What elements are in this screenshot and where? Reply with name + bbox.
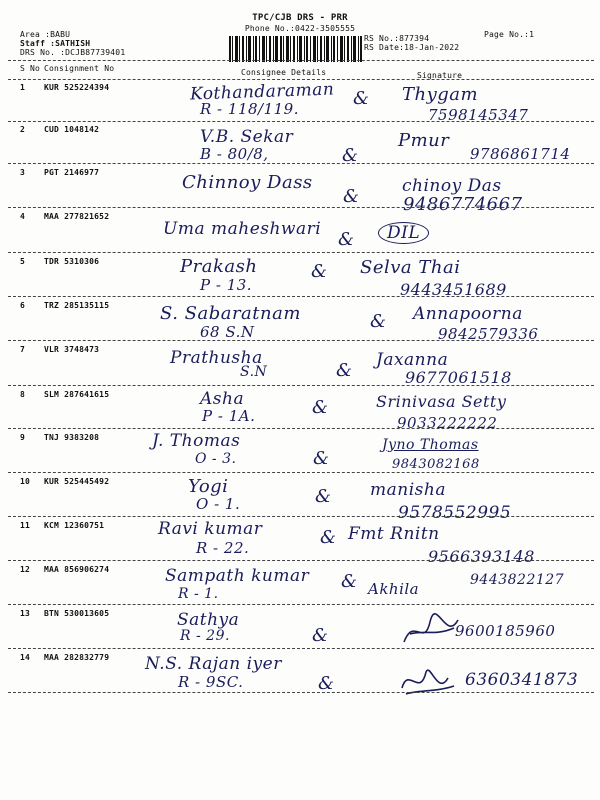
row-consignment: CUD 1048142 xyxy=(44,125,100,134)
signature-name: manisha xyxy=(370,480,446,500)
col-signature: Signature xyxy=(417,71,463,80)
consignee-name: Kothandaraman xyxy=(189,79,335,105)
consignee-name: Ravi kumar xyxy=(158,519,263,539)
row-consignment: SLM 287641615 xyxy=(44,390,110,399)
sheet-title: TPC/CJB DRS - PRR xyxy=(252,13,348,23)
ampersand-mark: & xyxy=(341,571,358,592)
ampersand-mark: & xyxy=(370,311,387,332)
drs-number: DRS No. :DCJB87739401 xyxy=(20,48,126,57)
row-sno: 4 xyxy=(20,212,26,221)
row-consignment: MAA 277821652 xyxy=(44,212,110,221)
consignee-address: B - 80/8, xyxy=(200,145,269,163)
consignee-address: P - 13. xyxy=(200,276,253,294)
signature-name: Jaxanna xyxy=(376,350,449,370)
header-divider-top xyxy=(8,60,594,61)
consignee-name: Uma maheshwari xyxy=(163,219,322,239)
row-divider xyxy=(8,648,594,649)
signature-phone: 9566393148 xyxy=(428,547,535,566)
signature-name: Thygam xyxy=(402,84,479,105)
consignee-name: N.S. Rajan iyer xyxy=(145,654,282,674)
signature-name: Selva Thai xyxy=(360,257,461,278)
row-sno: 8 xyxy=(20,390,26,399)
row-divider xyxy=(8,560,594,561)
area-label: Area :BABU xyxy=(20,30,71,39)
consignee-address: R - 9SC. xyxy=(178,673,244,691)
consignee-name: Chinnoy Dass xyxy=(182,172,313,193)
signature-name: Srinivasa Setty xyxy=(376,392,507,411)
phone-number: Phone No.:0422-3505555 xyxy=(244,24,356,33)
consignee-address: R - 29. xyxy=(180,628,230,644)
rs-number: RS No.:877394 xyxy=(364,34,430,43)
consignee-name: Asha xyxy=(200,389,245,409)
ampersand-mark: & xyxy=(312,625,329,646)
row-consignment: BTN 530013605 xyxy=(44,609,110,618)
row-sno: 2 xyxy=(20,125,26,134)
signature-name: chinoy Das xyxy=(402,176,502,196)
row-sno: 7 xyxy=(20,345,26,354)
signature-phone: 9578552995 xyxy=(398,503,512,523)
staff-label: Staff :SATHISH xyxy=(20,39,91,48)
consignee-name: V.B. Sekar xyxy=(200,127,294,147)
row-divider xyxy=(8,252,594,253)
col-sno: S No xyxy=(20,64,41,73)
row-sno: 11 xyxy=(20,521,31,530)
consignee-name: S. Sabaratnam xyxy=(160,303,301,324)
row-sno: 1 xyxy=(20,83,26,92)
row-consignment: TNJ 9383208 xyxy=(44,433,100,442)
ampersand-mark: & xyxy=(342,145,359,166)
consignee-address: O - 1. xyxy=(196,495,241,513)
signature-phone: 9842579336 xyxy=(438,325,539,343)
signature-name: DIL xyxy=(378,222,429,244)
signature-phone: 9786861714 xyxy=(470,145,571,163)
consignee-name: Sathya xyxy=(177,610,240,630)
row-divider xyxy=(8,163,594,164)
col-consignee: Consignee Details xyxy=(241,68,327,77)
barcode-image xyxy=(229,36,362,62)
signature-phone: 9033222222 xyxy=(397,414,498,432)
ampersand-mark: & xyxy=(336,360,353,381)
ampersand-mark: & xyxy=(338,229,355,250)
row-consignment: KUR 525224394 xyxy=(44,83,110,92)
page-number: Page No.:1 xyxy=(484,30,535,39)
signature-scribble xyxy=(400,612,462,650)
row-divider xyxy=(8,472,594,473)
consignee-address: O - 3. xyxy=(195,451,237,467)
consignee-address: R - 22. xyxy=(196,539,250,557)
ampersand-mark: & xyxy=(315,486,332,507)
row-sno: 9 xyxy=(20,433,26,442)
row-consignment: MAA 282832779 xyxy=(44,653,110,662)
row-sno: 3 xyxy=(20,168,26,177)
consignee-address: S.N xyxy=(240,364,268,380)
row-sno: 6 xyxy=(20,301,26,310)
row-divider xyxy=(8,121,594,122)
signature-phone: 9843082168 xyxy=(392,457,480,472)
ampersand-mark: & xyxy=(318,673,335,694)
consignee-name: Yogi xyxy=(188,476,229,497)
row-divider xyxy=(8,692,594,693)
signature-phone: 9600185960 xyxy=(455,622,556,640)
row-consignment: KUR 525445492 xyxy=(44,477,110,486)
ampersand-mark: & xyxy=(320,527,337,548)
consignee-address: R - 118/119. xyxy=(200,100,299,118)
row-sno: 13 xyxy=(20,609,31,618)
signature-phone: 6360341873 xyxy=(465,670,579,690)
ampersand-mark: & xyxy=(343,186,360,207)
row-consignment: TRZ 285135115 xyxy=(44,301,110,310)
row-consignment: PGT 2146977 xyxy=(44,168,100,177)
consignee-name: Sampath kumar xyxy=(165,566,310,586)
consignee-name: Prakash xyxy=(180,256,258,277)
row-sno: 5 xyxy=(20,257,26,266)
signature-name: Akhila xyxy=(368,580,420,598)
signature-phone: 9443822127 xyxy=(470,572,565,588)
consignee-name: J. Thomas xyxy=(152,431,241,451)
consignee-address: P - 1A. xyxy=(202,407,256,425)
row-divider xyxy=(8,207,594,208)
signature-phone: 9486774667 xyxy=(403,194,523,215)
row-divider xyxy=(8,428,594,429)
rs-date: RS Date:18-Jan-2022 xyxy=(364,43,460,52)
row-divider xyxy=(8,604,594,605)
row-divider xyxy=(8,385,594,386)
row-divider xyxy=(8,340,594,341)
signature-name: Jyno Thomas xyxy=(382,437,479,453)
row-consignment: MAA 856906274 xyxy=(44,565,110,574)
consignee-address: R - 1. xyxy=(178,586,219,602)
signature-phone: 9443451689 xyxy=(400,280,507,299)
row-consignment: VLR 3748473 xyxy=(44,345,100,354)
ampersand-mark: & xyxy=(311,261,328,282)
signature-scribble xyxy=(398,660,458,700)
consignee-name: Prathusha xyxy=(170,348,263,368)
ampersand-mark: & xyxy=(312,397,329,418)
row-consignment: TDR 5310306 xyxy=(44,257,100,266)
ampersand-mark: & xyxy=(353,88,370,109)
row-sno: 10 xyxy=(20,477,31,486)
signature-phone: 7598145347 xyxy=(428,106,529,124)
col-consignment: Consignment No xyxy=(44,64,115,73)
row-sno: 12 xyxy=(20,565,31,574)
row-divider xyxy=(8,516,594,517)
row-divider xyxy=(8,296,594,297)
consignee-address: 68 S.N xyxy=(200,323,255,341)
signature-name: Pmur xyxy=(398,130,450,151)
signature-phone: 9677061518 xyxy=(405,368,512,387)
row-consignment: KCM 12360751 xyxy=(44,521,105,530)
signature-name: Annapoorna xyxy=(413,304,523,324)
row-sno: 14 xyxy=(20,653,31,662)
signature-name: Fmt Rnitn xyxy=(348,524,440,544)
ampersand-mark: & xyxy=(313,448,330,469)
